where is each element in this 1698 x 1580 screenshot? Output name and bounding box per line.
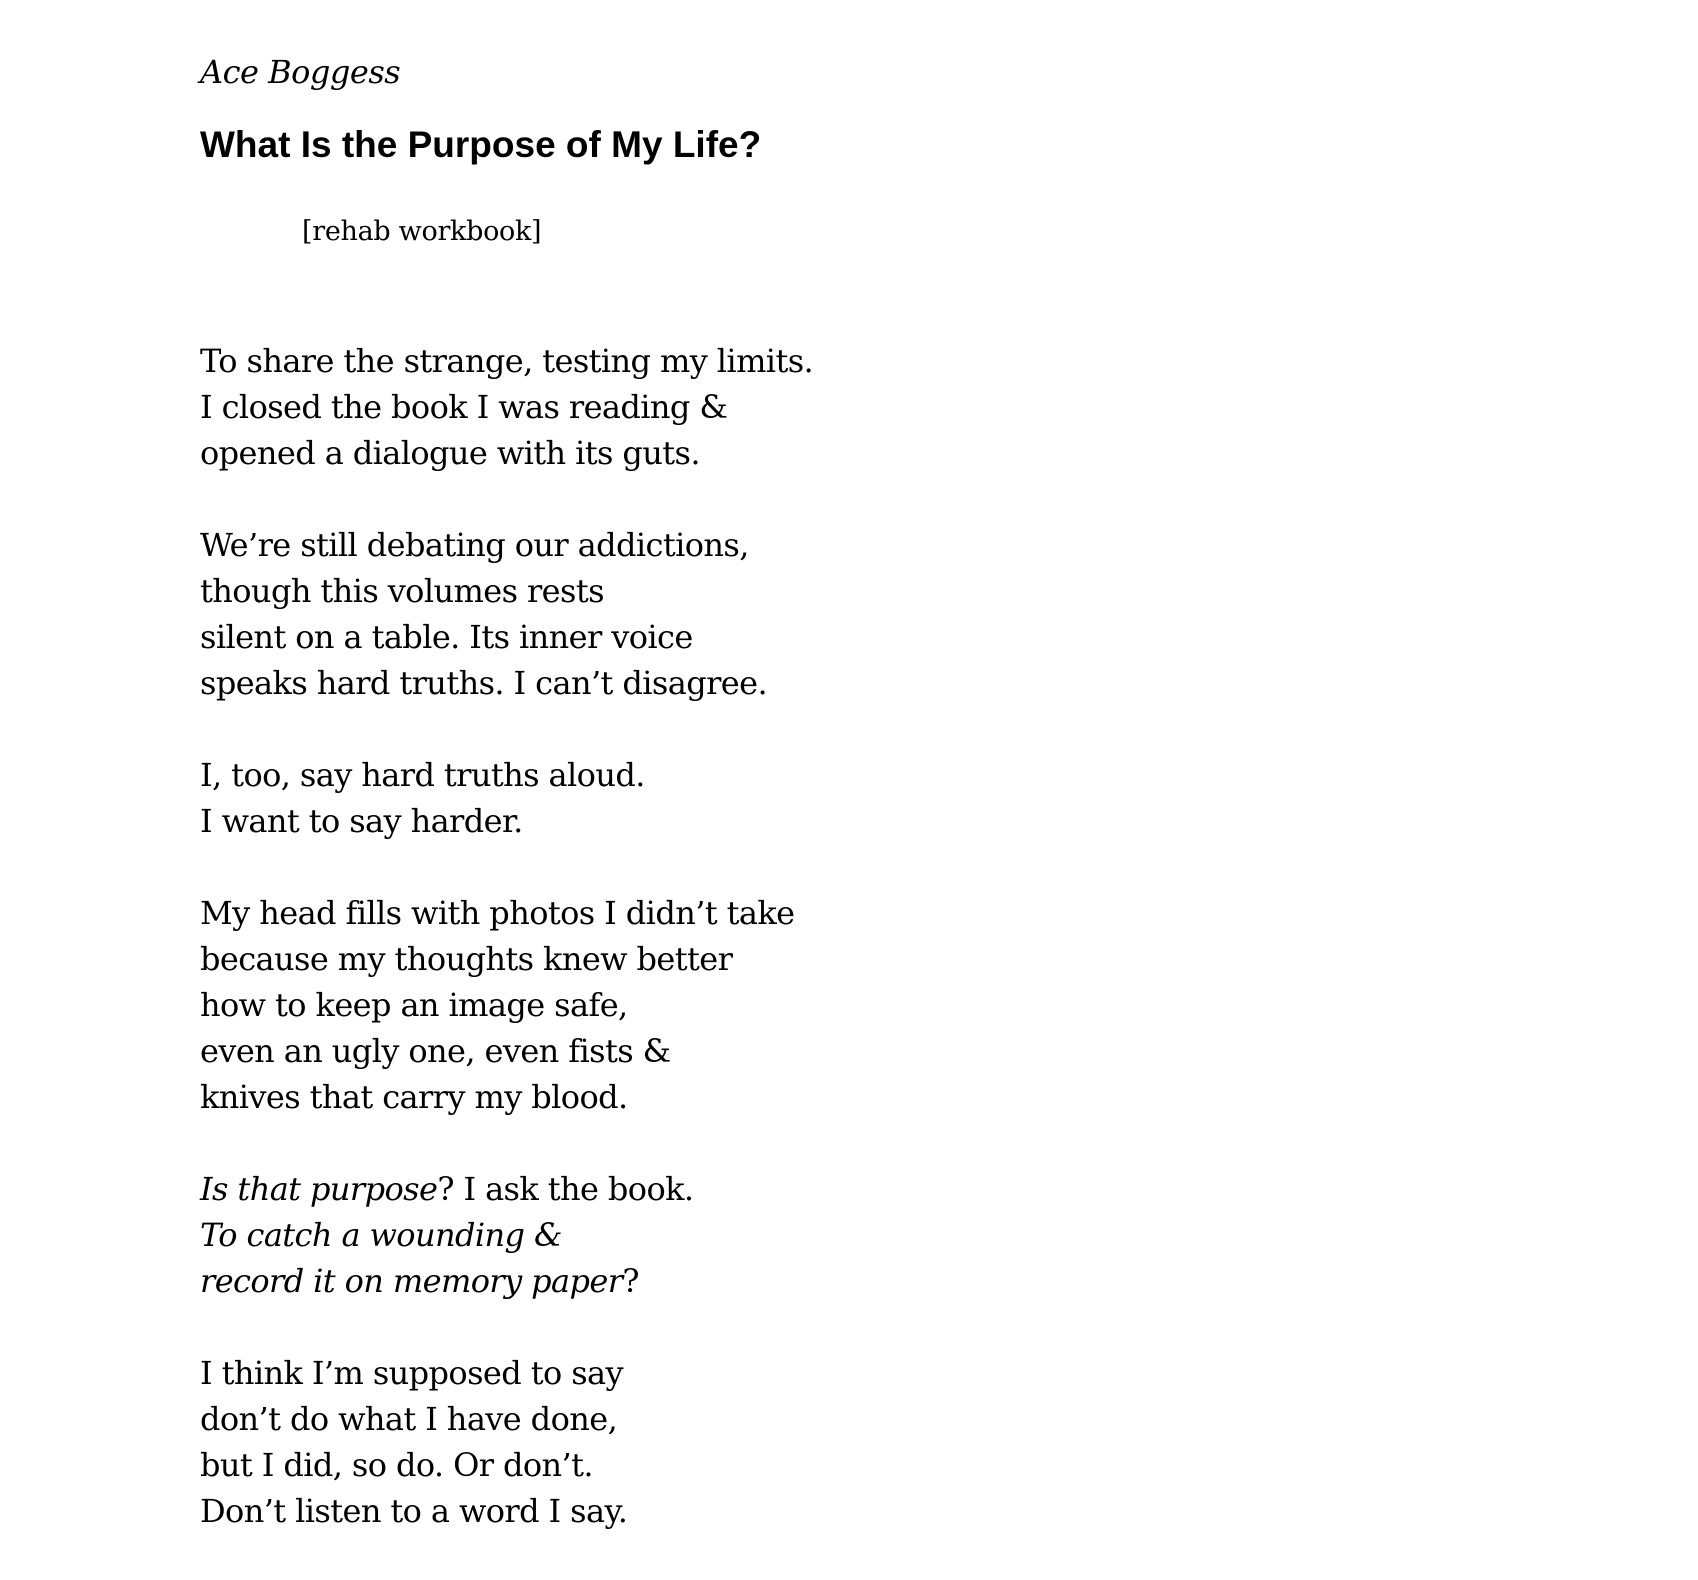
poem-line: We’re still debating our addictions, — [200, 526, 749, 564]
epigraph: [rehab workbook] — [302, 216, 542, 247]
poem-line: I think I’m supposed to say — [200, 1354, 623, 1392]
poem-line: silent on a table. Its inner voice — [200, 618, 693, 656]
poem-line: I want to say harder. — [200, 802, 523, 840]
poem-line: because my thoughts knew better — [200, 940, 733, 978]
stanza-5 — [200, 1166, 1100, 1304]
poem-line: though this volumes rests — [200, 572, 604, 610]
stanza-3 — [200, 752, 1100, 844]
poem-line: Don’t listen to a word I say. — [200, 1492, 628, 1530]
stanza-6 — [200, 1350, 1100, 1534]
poem-line — [200, 1166, 1100, 1212]
poem-line: I closed the book I was reading & — [200, 388, 728, 426]
poem-line: but I did, so do. Or don’t. — [200, 1446, 593, 1484]
line-remainder: ? — [622, 1262, 639, 1300]
stanza-2 — [200, 522, 1100, 706]
poem-line-italic: To catch a wounding & — [200, 1216, 562, 1254]
poem-line: don’t do what I have done, — [200, 1400, 618, 1438]
poem-line: even an ugly one, even fists & — [200, 1032, 671, 1070]
stanza-4 — [200, 890, 1100, 1120]
poem-line: I, too, say hard truths aloud. — [200, 756, 645, 794]
poem-body — [200, 338, 1100, 1580]
poem-line: opened a dialogue with its guts. — [200, 434, 700, 472]
poem-line — [200, 1258, 1100, 1304]
stanza-1 — [200, 338, 1100, 476]
author-name: Ace Boggess — [200, 53, 401, 91]
line-remainder: ? I ask the book. — [437, 1170, 694, 1208]
italic-phrase: Is that purpose — [200, 1170, 438, 1208]
poem-line: knives that carry my blood. — [200, 1078, 628, 1116]
poem-title: What Is the Purpose of My Life? — [200, 124, 762, 165]
poem-line: My head fills with photos I didn’t take — [200, 894, 795, 932]
poem-line: To share the strange, testing my limits. — [200, 342, 814, 380]
italic-phrase: record it on memory paper — [200, 1262, 623, 1300]
poem-line: speaks hard truths. I can’t disagree. — [200, 664, 768, 702]
poem-line: how to keep an image safe, — [200, 986, 628, 1024]
